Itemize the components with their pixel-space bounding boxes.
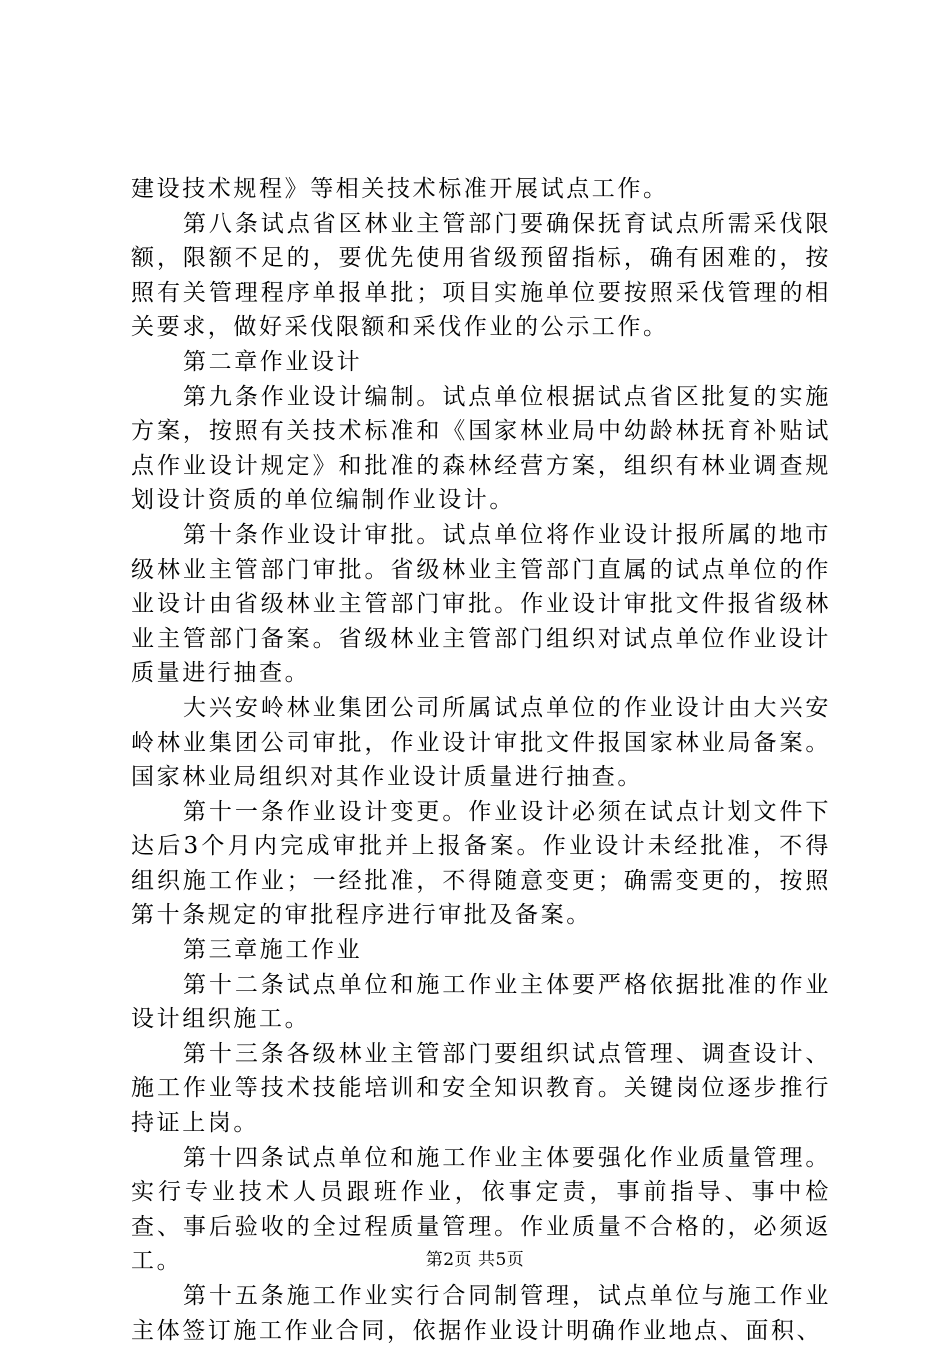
paragraph-article-15: 第十五条施工作业实行合同制管理，试点单位与施工作业主体签订施工作业合同，依据作业设计明确作业地点、面积、 bbox=[131, 1283, 831, 1344]
paragraph-article-10: 第十条作业设计审批。试点单位将作业设计报所属的地市级林业主管部门审批。省级林业主管部门直属的试点单位的作业设计由省级林业主管部门审批。作业设计审批文件报省级林业主管部门备案。省级林业主管部门组织对试点单位作业设计质量进行抽查。 bbox=[131, 521, 831, 687]
chapter-2-heading: 第二章作业设计 bbox=[183, 348, 363, 375]
paragraph-article-8: 第八条试点省区林业主管部门要确保抚育试点所需采伐限额，限额不足的，要优先使用省级预留指标，确有困难的，按照有关管理程序单报单批；项目实施单位要按照采伐管理的相关要求，做好采伐限额和采伐作业的公示工作。 bbox=[131, 210, 831, 341]
chapter-3-heading: 第三章施工作业 bbox=[183, 937, 363, 964]
paragraph-article-13: 第十三条各级林业主管部门要组织试点管理、调查设计、施工作业等技术技能培训和安全知识教育。关键岗位逐步推行持证上岗。 bbox=[131, 1040, 831, 1137]
document-body bbox=[131, 172, 831, 1348]
paragraph-article-14: 第十四条试点单位和施工作业主体要强化作业质量管理。实行专业技术人员跟班作业，依事定责，事前指导、事中检查、事后验收的全过程质量管理。作业质量不合格的，必须返工。 bbox=[131, 1144, 831, 1275]
page-number-footer: 第2页 共5页 bbox=[425, 1250, 525, 1270]
paragraph-article-11: 第十一条作业设计变更。作业设计必须在试点计划文件下达后3个月内完成审批并上报备案。作业设计未经批准，不得组织施工作业；一经批准，不得随意变更；确需变更的，按照第十条规定的审批程序进行审批及备案。 bbox=[131, 798, 831, 929]
paragraph-daxinganling: 大兴安岭林业集团公司所属试点单位的作业设计由大兴安岭林业集团公司审批，作业设计审批文件报国家林业局备案。国家林业局组织对其作业设计质量进行抽查。 bbox=[131, 694, 831, 791]
paragraph-article-9: 第九条作业设计编制。试点单位根据试点省区批复的实施方案，按照有关技术标准和《国家林业局中幼龄林抚育补贴试点作业设计规定》和批准的森林经营方案，组织有林业调查规划设计资质的单位编制作业设计。 bbox=[131, 383, 831, 514]
paragraph-1: 建设技术规程》等相关技术标准开展试点工作。 bbox=[131, 176, 669, 202]
paragraph-article-12: 第十二条试点单位和施工作业主体要严格依据批准的作业设计组织施工。 bbox=[131, 971, 831, 1033]
